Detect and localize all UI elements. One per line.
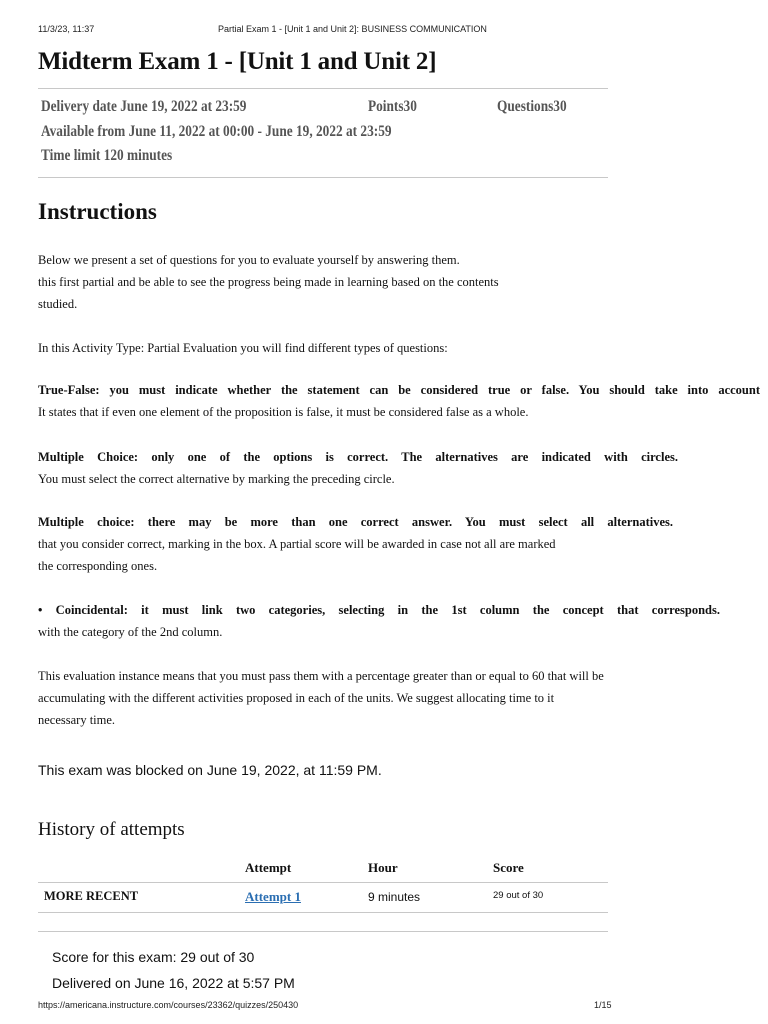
column-header-hour: Hour [368,860,398,875]
attempt-duration: 9 minutes [368,890,421,904]
exam-score: Score for this exam: 29 out of 30 [52,949,255,965]
attempt-link[interactable]: Attempt 1 [245,889,301,904]
points: Points30 [368,98,417,115]
multiple-choice-multi-title: Multiple choice: there may be more than one correct answer. You must select all alternatives. [38,515,673,529]
delivered-date: Delivered on June 16, 2022 at 5:57 PM [52,975,295,991]
row-label: MORE RECENT [44,889,139,903]
history-heading: History of attempts [38,819,185,840]
coincidental-title: • Coincidental: it must link two categories, selecting in the 1st column the concept that corresponds. [38,603,720,617]
question-types-intro: In this Activity Type: Partial Evaluation you will find different types of questions: [38,341,448,355]
divider [38,177,608,178]
print-page-title: Partial Exam 1 - [Unit 1 and Unit 2]: BUSINESS COMMUNICATION [218,24,487,34]
evaluation-line: necessary time. [38,713,116,727]
availability: Available from June 11, 2022 at 00:00 - June 19, 2022 at 23:59 [41,123,392,140]
instructions-intro [38,249,499,315]
questions-count: Questions30 [497,98,567,115]
attempt-score: 29 out of 30 [493,890,544,901]
table-divider [38,912,608,913]
print-page-number: 1/15 [594,1000,612,1010]
blocked-notice: This exam was blocked on June 19, 2022, at 11:59 PM. [38,762,382,778]
true-false-title: True-False: you must indicate whether the statement can be considered true or false. You should take into account [38,383,760,397]
instructions-heading: Instructions [38,199,157,224]
multiple-choice-multi-text: that you consider correct, marking in the box. A partial score will be awarded in case not all are marked [38,537,556,551]
evaluation-line: accumulating with the different activities proposed in each of the units. We suggest allocating time to it [38,691,555,705]
multiple-choice-single-text: You must select the correct alternative by marking the preceding circle. [38,472,395,486]
multiple-choice-multi-text: the corresponding ones. [38,559,158,573]
time-limit: Time limit 120 minutes [41,147,173,164]
print-datetime: 11/3/23, 11:37 [38,24,95,34]
column-header-score: Score [493,860,524,875]
evaluation-note [38,665,604,731]
column-header-attempt: Attempt [245,860,292,875]
print-url: https://americana.instructure.com/courses/23362/quizzes/250430 [38,1000,299,1010]
divider [38,88,608,89]
evaluation-line: This evaluation instance means that you must pass them with a percentage greater than or equal to 60 that will be [38,669,604,683]
divider [38,931,608,932]
intro-line: studied. [38,297,78,311]
multiple-choice-single-title: Multiple Choice: only one of the options is correct. The alternatives are indicated with circles. [38,450,678,464]
delivery-date: Delivery date June 19, 2022 at 23:59 [41,98,247,115]
table-divider [38,882,608,883]
exam-title: Midterm Exam 1 - [Unit 1 and Unit 2] [38,48,437,75]
intro-line: Below we present a set of questions for you to evaluate yourself by answering them. [38,253,460,267]
intro-line: this first partial and be able to see the progress being made in learning based on the contents [38,275,499,289]
coincidental-text: with the category of the 2nd column. [38,625,223,639]
true-false-text: It states that if even one element of the proposition is false, it must be considered false as a whole. [38,405,529,419]
